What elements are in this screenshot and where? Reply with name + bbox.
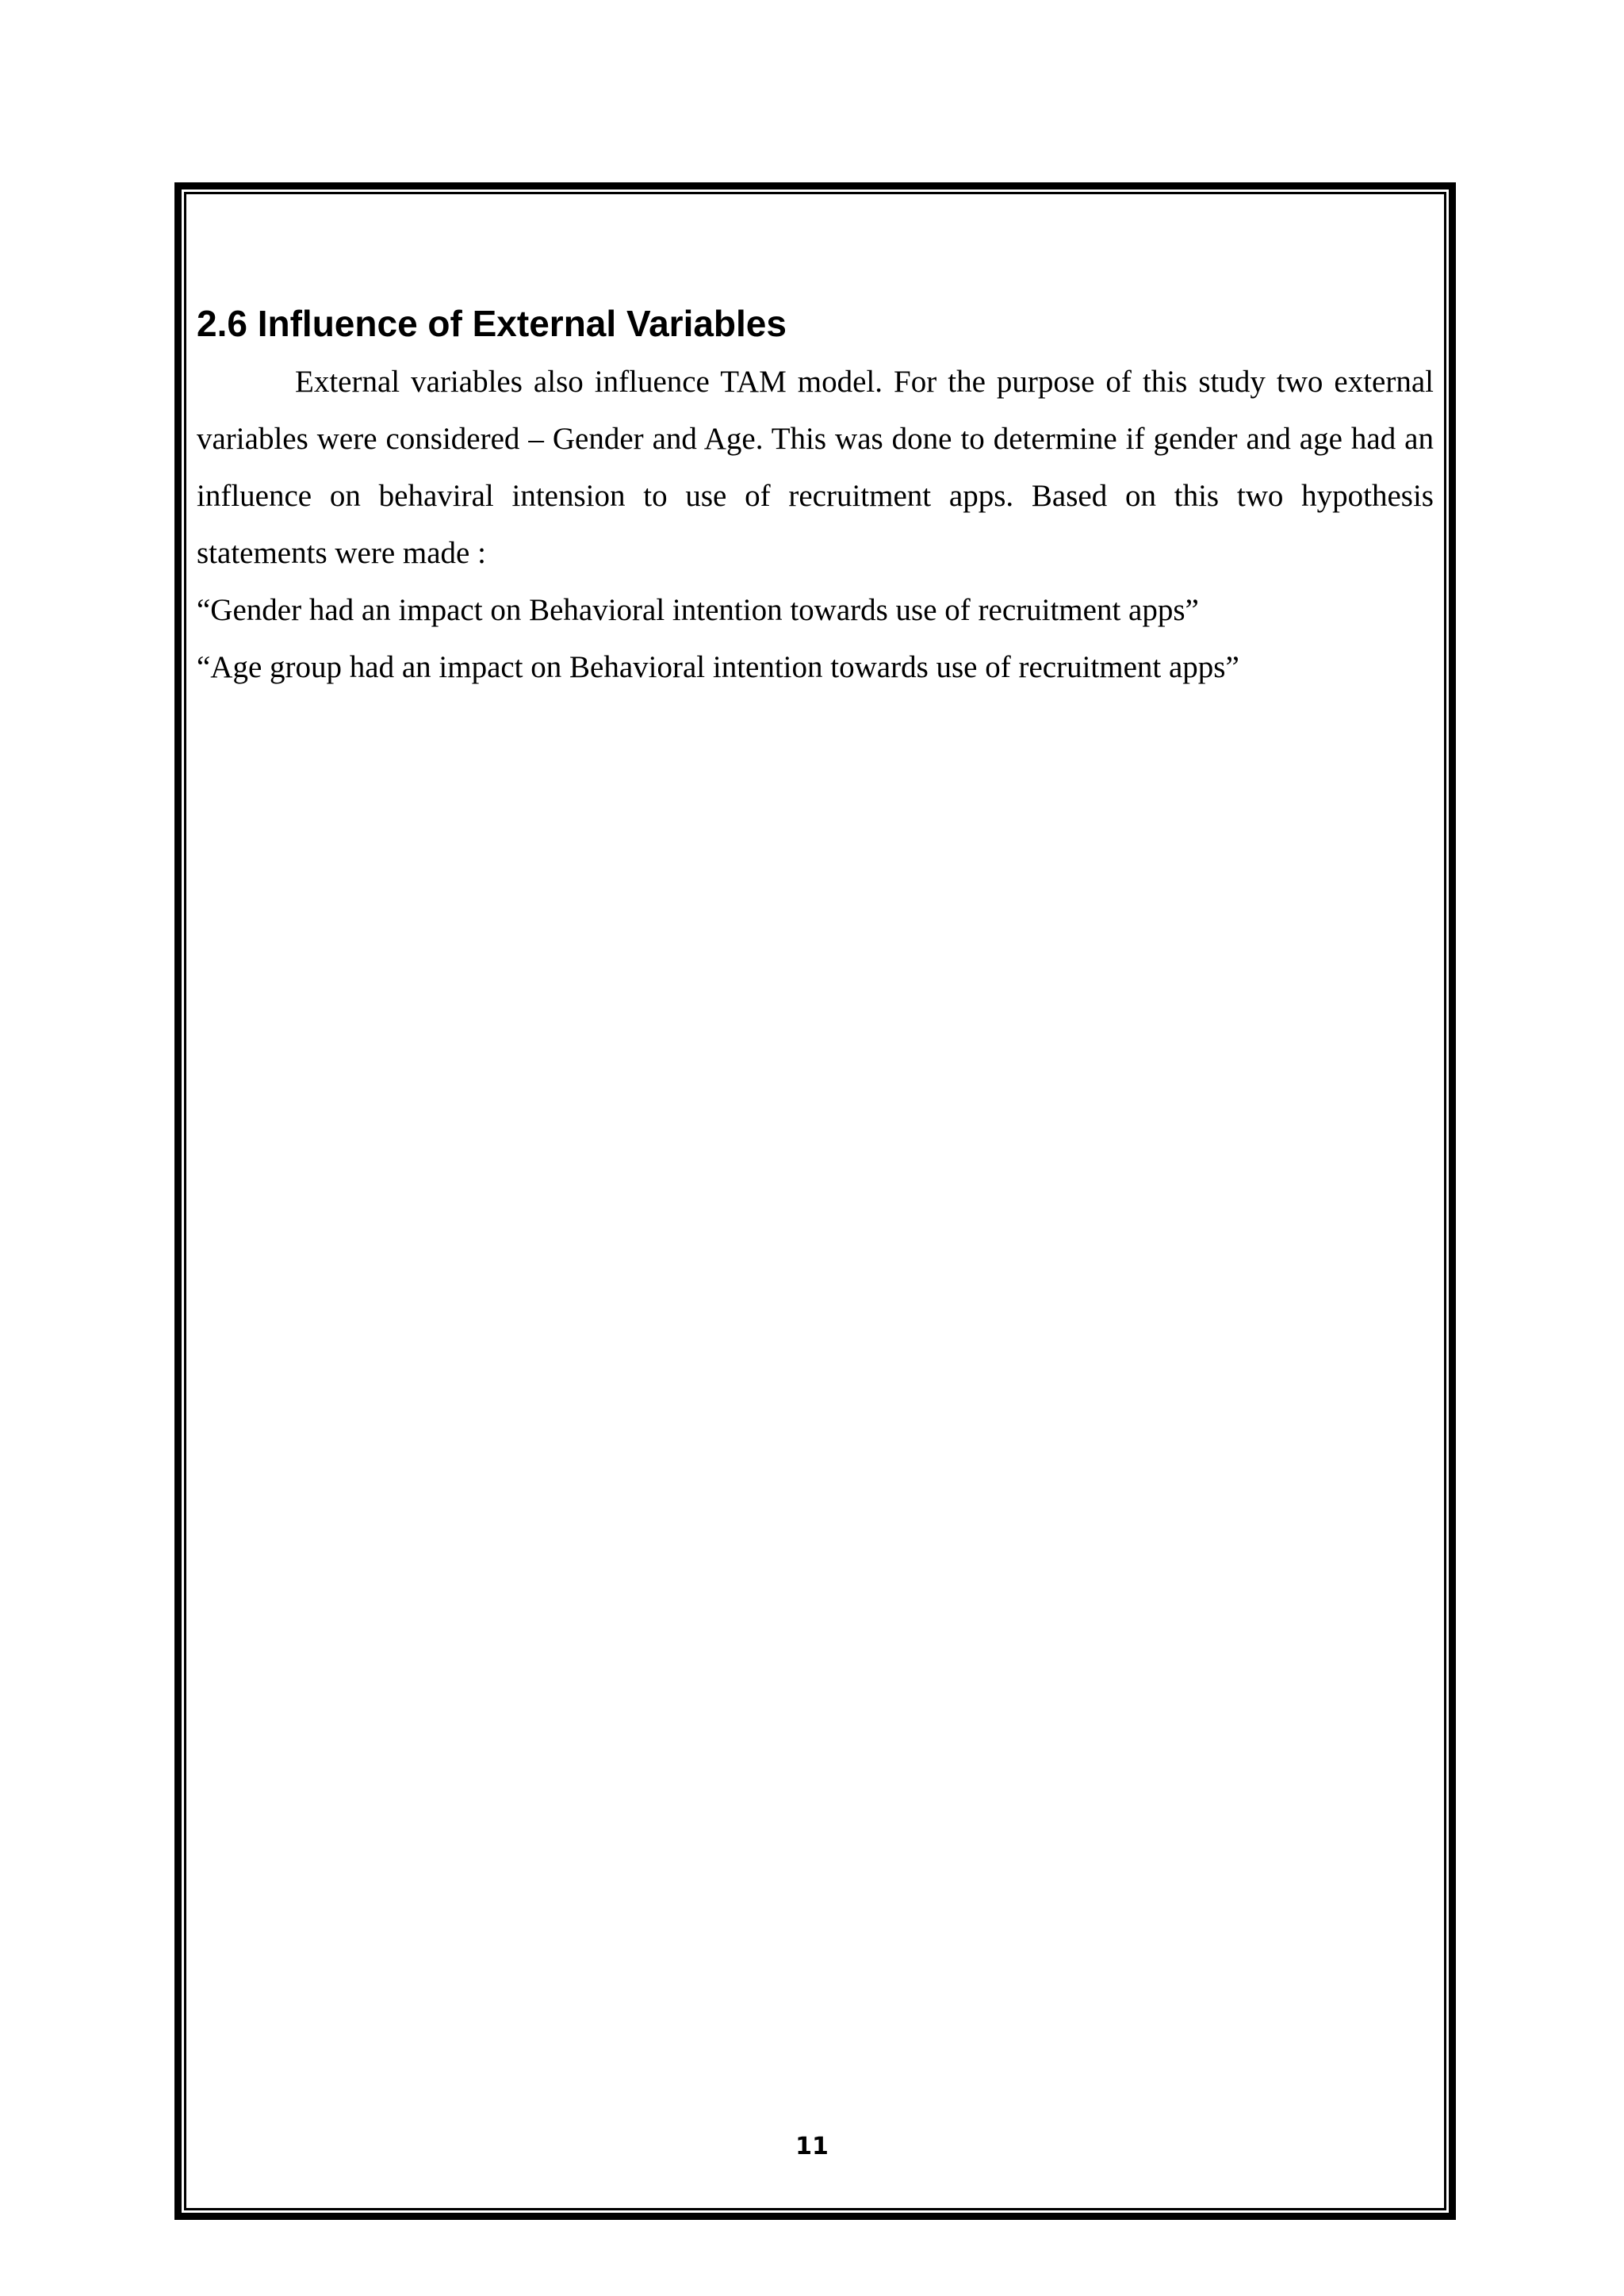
section-heading: 2.6 Influence of External Variables bbox=[197, 303, 787, 344]
page-number: 11 bbox=[795, 2133, 829, 2160]
page-content bbox=[197, 301, 1434, 696]
hypothesis-age: “Age group had an impact on Behavioral intention towards use of recruitment apps” bbox=[197, 650, 1239, 684]
section-paragraph: External variables also influence TAM model. For the purpose of this study two external variables were considered – Gender and Age. This was done to determine if gender and age had an influence on behaviral intension to use of recruitment apps. Based on this two hypothesis statements were made : bbox=[197, 365, 1434, 570]
hypothesis-gender: “Gender had an impact on Behavioral intention towards use of recruitment apps” bbox=[197, 593, 1199, 627]
